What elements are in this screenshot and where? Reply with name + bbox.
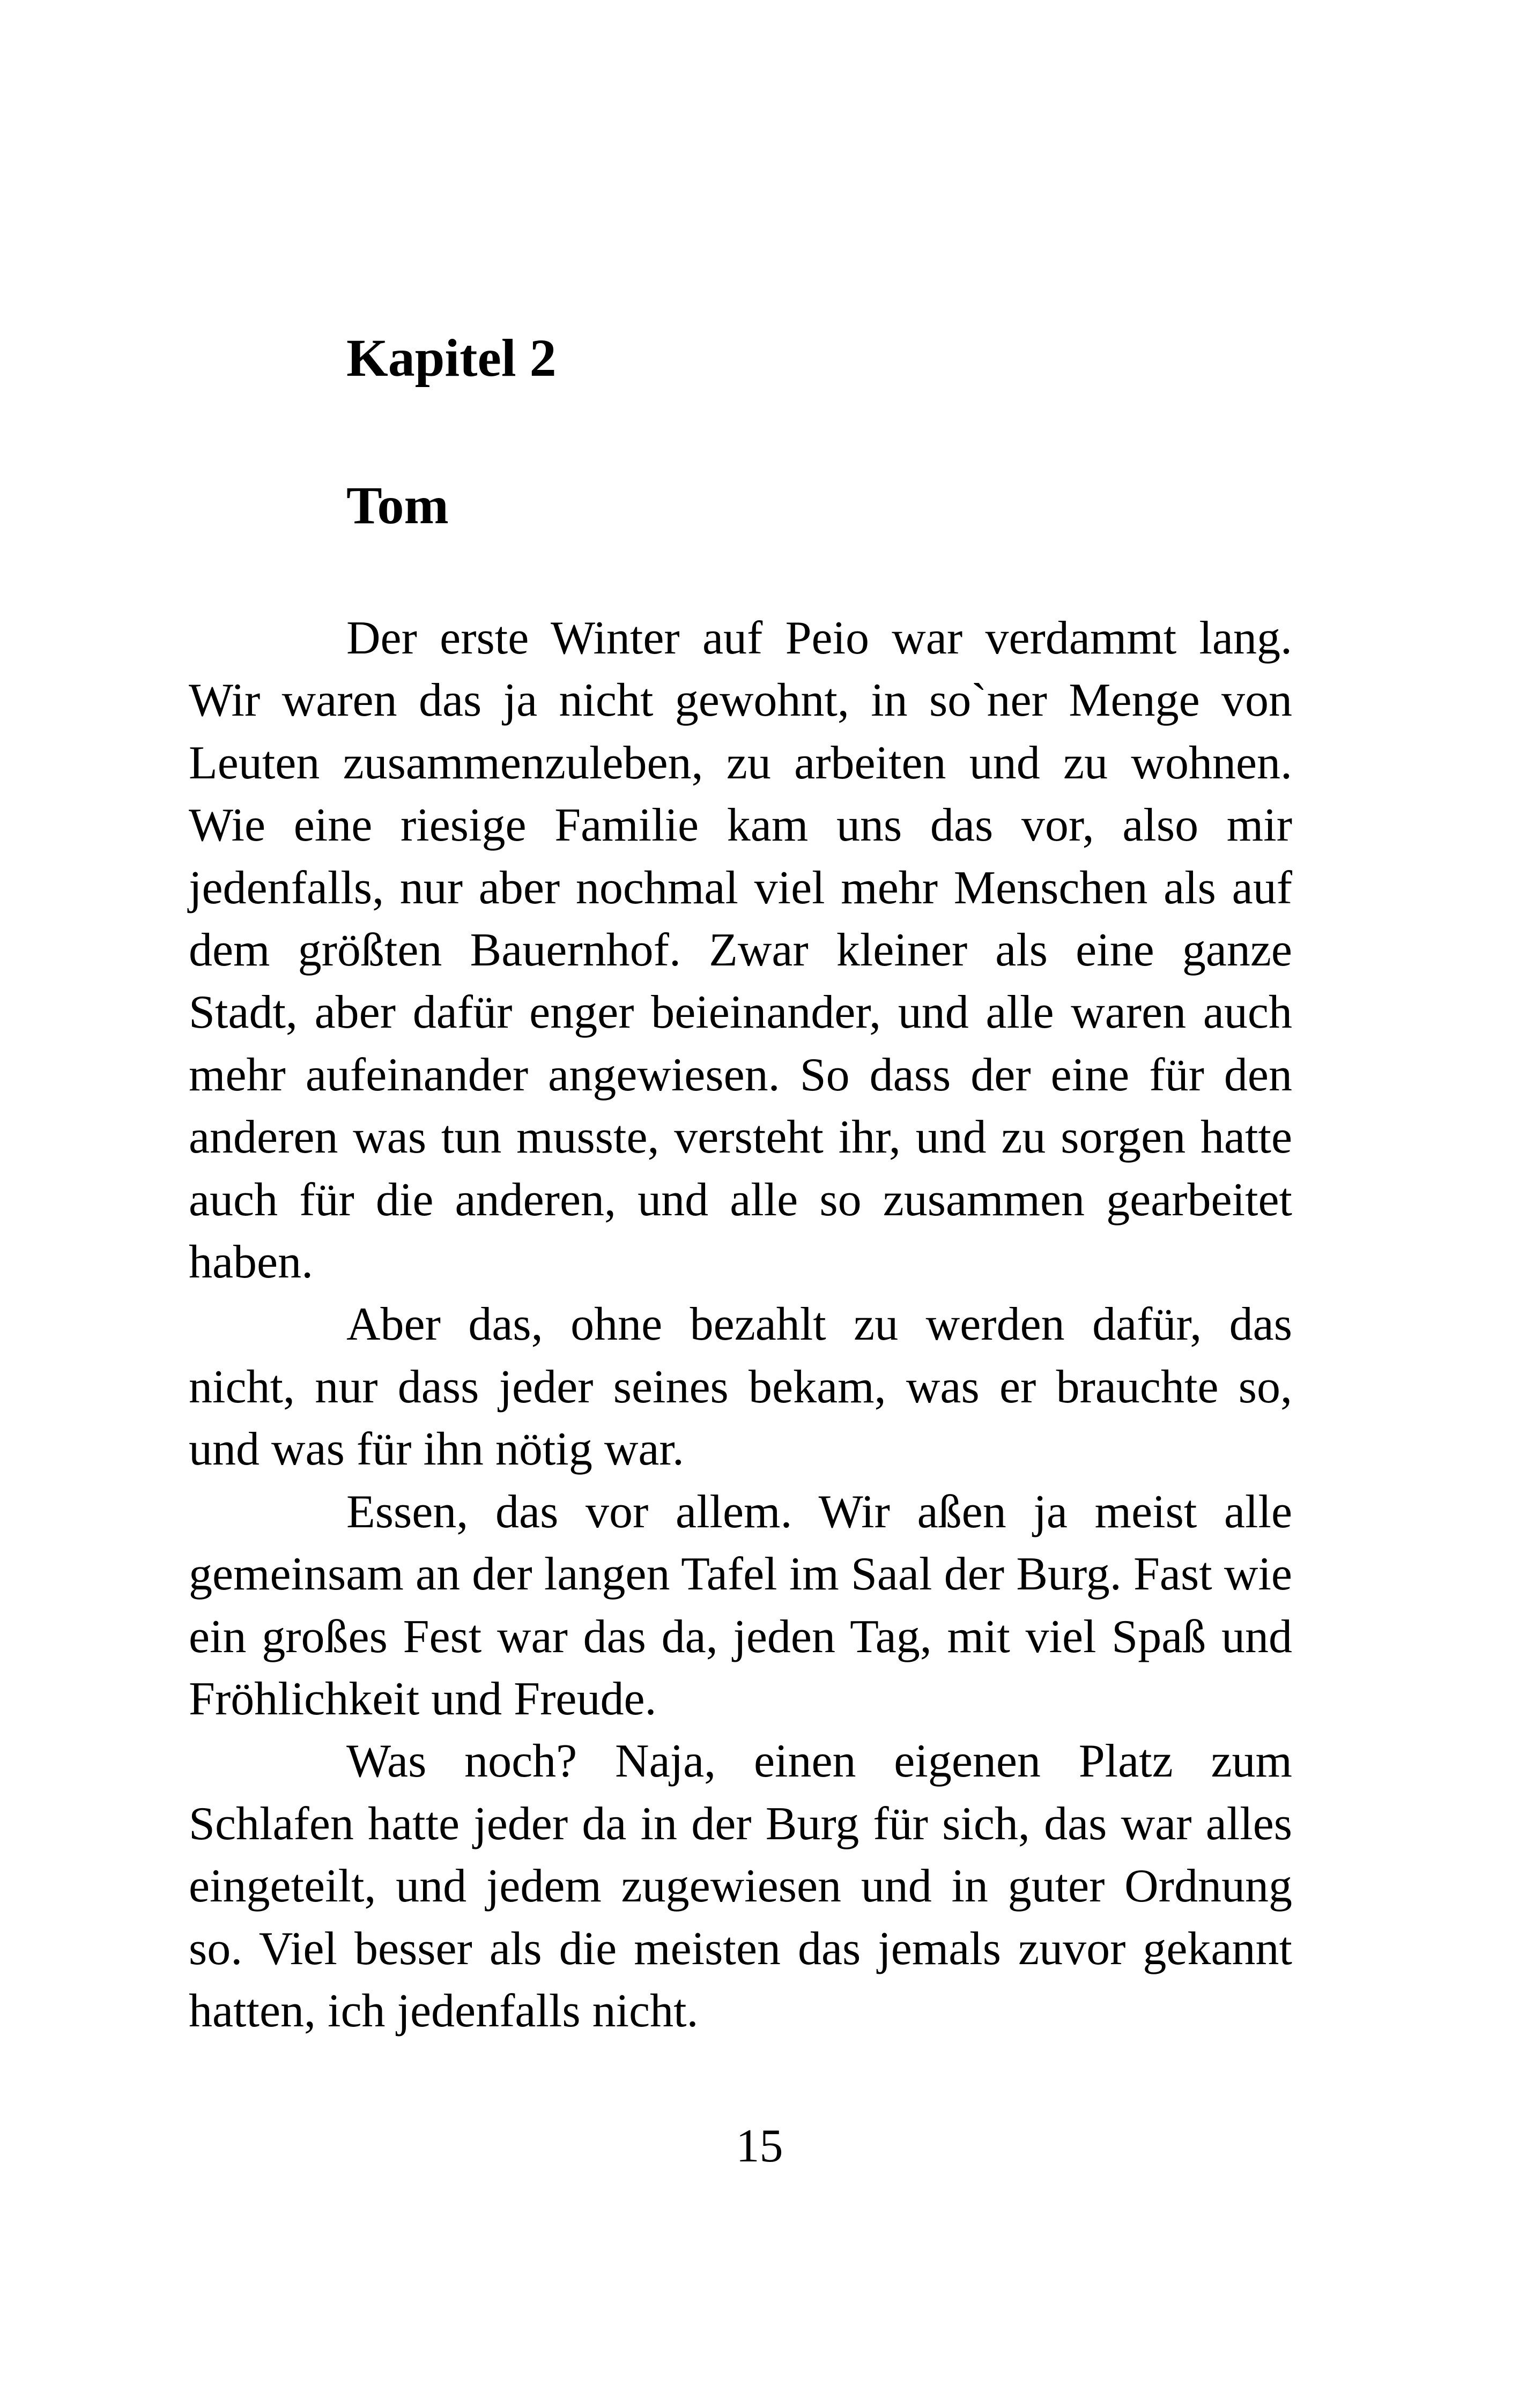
body-text <box>189 607 1292 2042</box>
paragraph: Der erste Winter auf Peio war verdammt lang. Wir waren das ja nicht gewohnt, in so`ner Menge von Leuten zusammenzuleben, zu arbeiten und zu wohnen. Wie eine riesige Familie kam uns das vor, also mir jedenfalls, nur aber nochmal viel mehr Menschen als auf dem größten Bauernhof. Zwar kleiner als eine ganze Stadt, aber dafür enger beieinander, und alle waren auch mehr aufeinander angewiesen. So dass der eine für den anderen was tun musste, versteht ihr, und zu sorgen hatte auch für die anderen, und alle so zusammen gearbeitet haben. <box>189 612 1292 1289</box>
page-number: 15 <box>736 2120 783 2172</box>
chapter-title: Kapitel 2 <box>346 328 557 388</box>
chapter-subtitle: Tom <box>346 475 449 535</box>
paragraph: Essen, das vor allem. Wir aßen ja meist alle gemeinsam an der langen Tafel im Saal der Burg. Fast wie ein großes Fest war das da, jeden Tag, mit viel Spaß und Fröhlichkeit und Freude. <box>189 1485 1292 1725</box>
paragraph: Aber das, ohne bezahlt zu werden dafür, das nicht, nur dass jeder seines bekam, was er brauchte so, und was für ihn nötig war. <box>189 1298 1292 1476</box>
paragraph: Was noch? Naja, einen eigenen Platz zum Schlafen hatte jeder da in der Burg für sich, das war alles eingeteilt, und jedem zugewiesen und in guter Ordnung so. Viel besser als die meisten das jemals zuvor gekannt hatten, ich jedenfalls nicht. <box>189 1735 1292 2037</box>
